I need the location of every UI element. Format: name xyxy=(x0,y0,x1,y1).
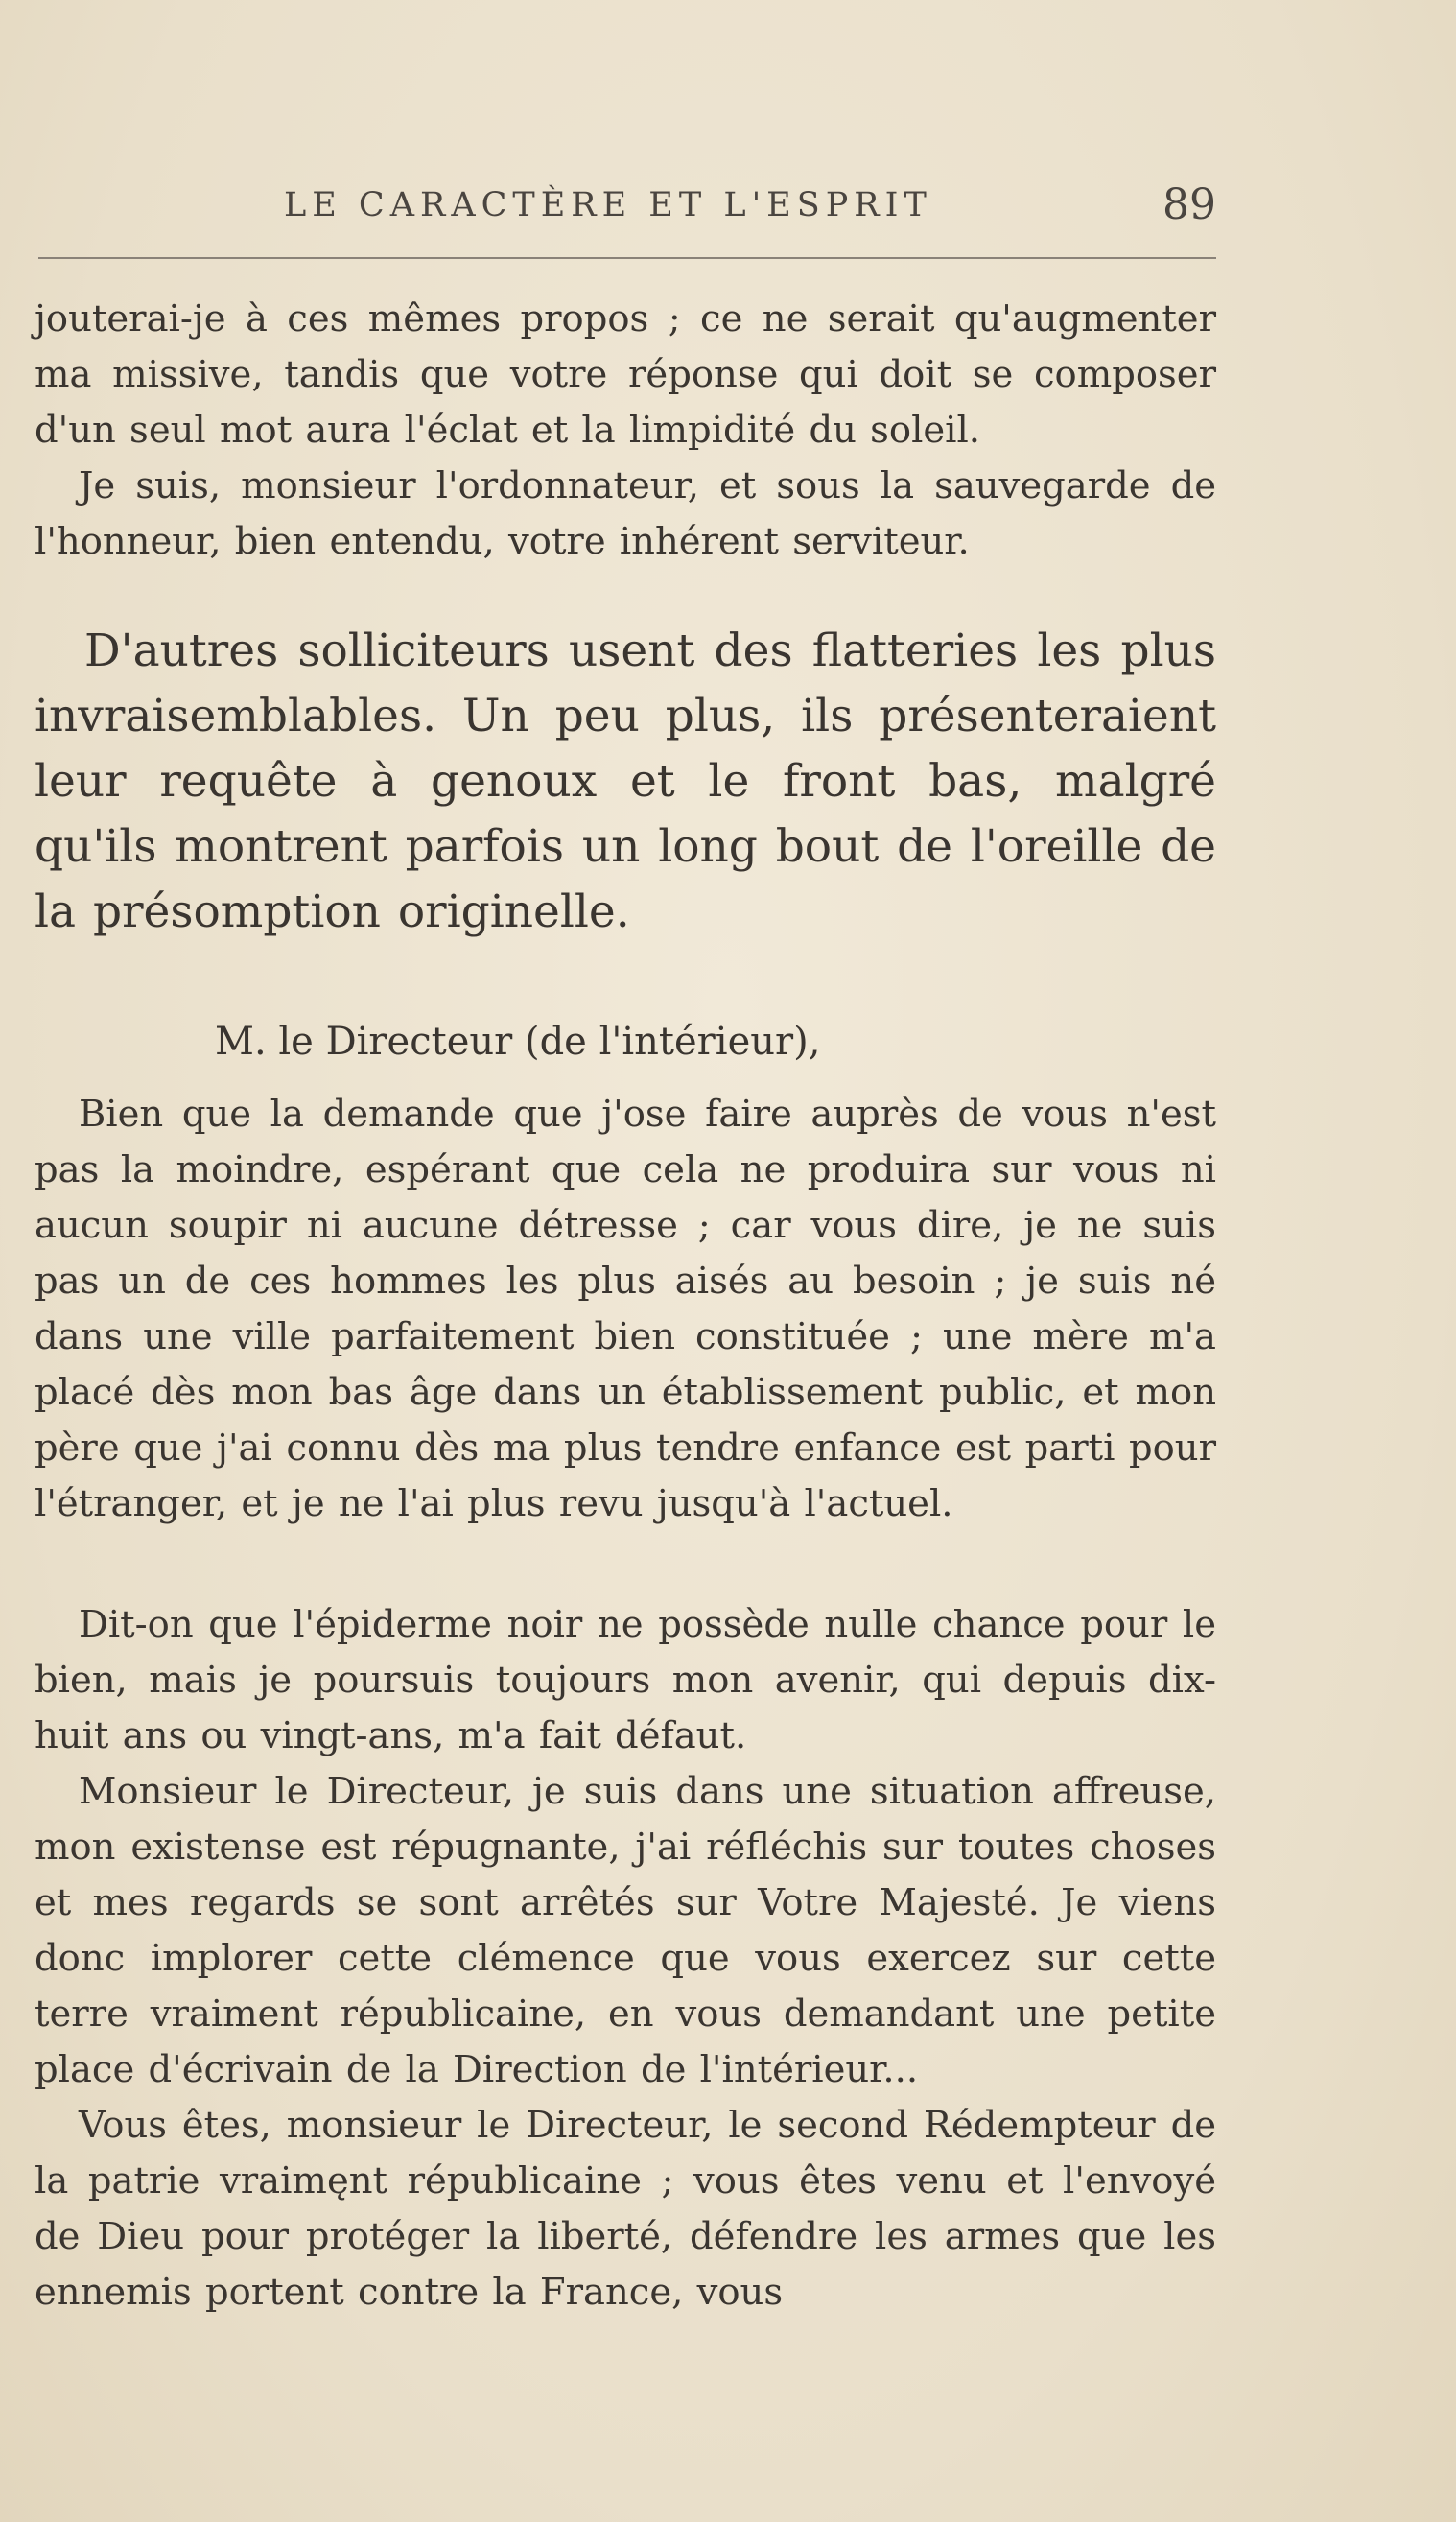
running-head xyxy=(35,180,1216,228)
paragraph-closing: Je suis, monsieur l'ordonnateur, et sous la sauvegarde de l'honneur, bien entendu, votre inhérent serviteur. xyxy=(35,464,1216,563)
letter-paragraph-4: Vous êtes, monsieur le Directeur, le second Rédempteur de la patrie vraimęnt républicaine ; vous êtes venu et l'envoyé de Dieu pour protéger la liberté, défendre les armes que les ennemis portent contre la France, vous xyxy=(35,2104,1216,2314)
letter-paragraph-2: Dit-on que l'épiderme noir ne possède nulle chance pour le bien, mais je poursuis toujours mon avenir, qui depuis dix-huit ans ou vingt-ans, m'a fait défaut. xyxy=(35,1603,1216,1757)
page-number: 89 xyxy=(1162,180,1216,229)
book-page xyxy=(35,0,1216,2522)
letter-paragraph-1: Bien que la demande que j'ose faire auprès de vous n'est pas la moindre, espérant que cela ne produira sur vous ni aucun soupir ni aucune détresse ; car vous dire, je ne suis pas un de ces hommes les plus aisés au besoin ; je suis né dans une ville parfaitement bien constituée ; une mère m'a placé dès mon bas âge dans un établissement public, et mon père que j'ai connu dès ma plus tendre enfance est parti pour l'étranger, et je ne l'ai plus revu jusqu'à l'actuel. xyxy=(35,1093,1216,1525)
letter-salutation: M. le Directeur (de l'intérieur), xyxy=(215,1020,821,1064)
paragraph-continuation: jouterai-je à ces mêmes propos ; ce ne serait qu'augmenter ma missive, tandis que votre réponse qui doit se composer d'un seul mot aura l'éclat et la limpidité du soleil. xyxy=(35,297,1216,452)
letter-paragraph-3: Monsieur le Directeur, je suis dans une situation affreuse, mon existense est répugnante, j'ai réfléchis sur toutes choses et mes regards se sont arrêtés sur Votre Majesté. Je viens donc implorer cette clémence que vous exercez sur cette terre vraiment républicaine, en vous demandant une petite place d'écrivain de la Direction de l'intérieur... xyxy=(35,1770,1216,2091)
header-rule xyxy=(38,257,1216,259)
paragraph-commentary: D'autres solliciteurs usent des flatteries les plus invraisemblables. Un peu plus, ils présenteraient leur requête à genoux et le front bas, malgré qu'ils montrent parfois un long bout de l'oreille de la présomption originelle. xyxy=(35,625,1216,938)
running-title: LE CARACTÈRE ET L'ESPRIT xyxy=(284,186,932,224)
